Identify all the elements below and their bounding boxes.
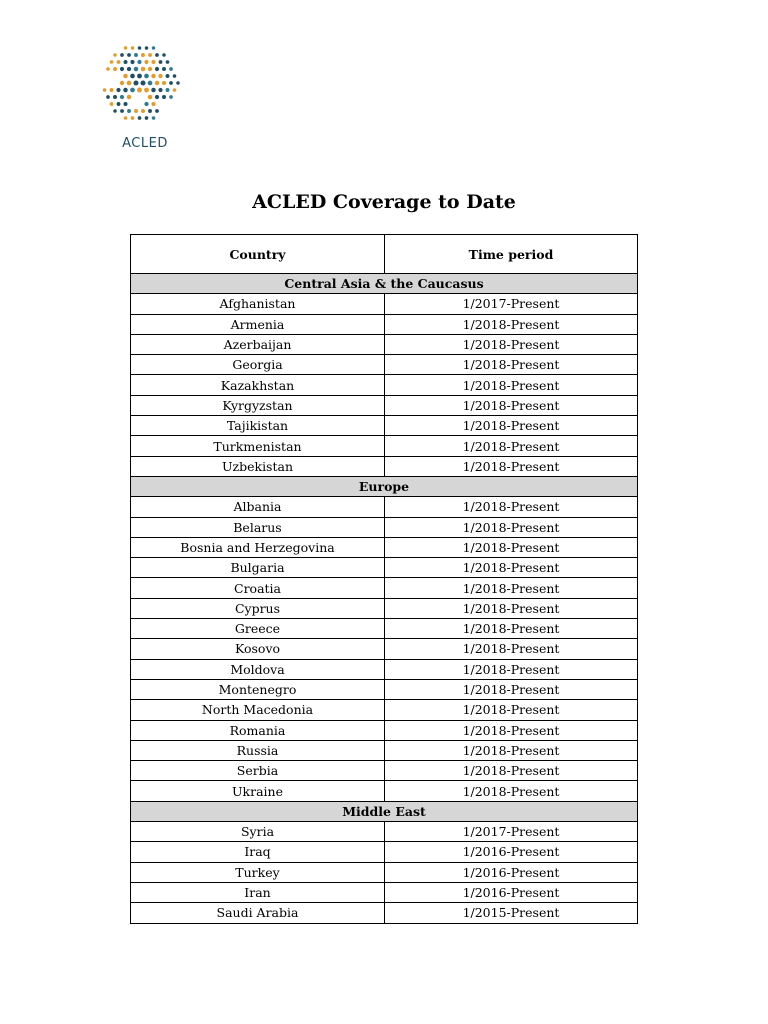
table-row: [131, 679, 638, 699]
region-row: [131, 801, 638, 821]
table-row: [131, 537, 638, 557]
table-row: [131, 740, 638, 760]
time-period-cell: 1/2018-Present: [385, 740, 638, 760]
time-period-cell: 1/2017-Present: [385, 294, 638, 314]
country-cell: Tajikistan: [131, 416, 385, 436]
time-period-cell: 1/2018-Present: [385, 375, 638, 395]
table-row: [131, 639, 638, 659]
table-row: [131, 375, 638, 395]
country-cell: Bulgaria: [131, 558, 385, 578]
table-row: [131, 334, 638, 354]
time-period-cell: 1/2018-Present: [385, 639, 638, 659]
table-row: [131, 558, 638, 578]
country-cell: Afghanistan: [131, 294, 385, 314]
time-period-cell: 1/2018-Present: [385, 456, 638, 476]
country-cell: Kosovo: [131, 639, 385, 659]
page-title: ACLED Coverage to Date: [252, 191, 516, 213]
table-row: [131, 903, 638, 923]
country-cell: Moldova: [131, 659, 385, 679]
country-cell: Iraq: [131, 842, 385, 862]
table-row: [131, 517, 638, 537]
acled-logo: [88, 44, 198, 156]
time-period-cell: 1/2018-Present: [385, 395, 638, 415]
time-period-cell: 1/2018-Present: [385, 598, 638, 618]
table-row: [131, 456, 638, 476]
header-time-period: Time period: [385, 235, 638, 274]
country-cell: Bosnia and Herzegovina: [131, 537, 385, 557]
table-row: [131, 578, 638, 598]
country-cell: North Macedonia: [131, 700, 385, 720]
time-period-cell: 1/2018-Present: [385, 537, 638, 557]
table-row: [131, 781, 638, 801]
time-period-cell: 1/2018-Present: [385, 700, 638, 720]
country-cell: Ukraine: [131, 781, 385, 801]
time-period-cell: 1/2018-Present: [385, 679, 638, 699]
time-period-cell: 1/2018-Present: [385, 619, 638, 639]
country-cell: Armenia: [131, 314, 385, 334]
region-name: Europe: [131, 476, 638, 496]
country-cell: Turkey: [131, 862, 385, 882]
time-period-cell: 1/2018-Present: [385, 314, 638, 334]
time-period-cell: 1/2018-Present: [385, 659, 638, 679]
table-row: [131, 355, 638, 375]
country-cell: Cyprus: [131, 598, 385, 618]
country-cell: Syria: [131, 822, 385, 842]
table-row: [131, 416, 638, 436]
country-cell: Albania: [131, 497, 385, 517]
coverage-table: [130, 234, 638, 924]
country-cell: Georgia: [131, 355, 385, 375]
country-cell: Romania: [131, 720, 385, 740]
table-row: [131, 314, 638, 334]
country-cell: Serbia: [131, 761, 385, 781]
region-name: Middle East: [131, 801, 638, 821]
time-period-cell: 1/2018-Present: [385, 781, 638, 801]
country-cell: Russia: [131, 740, 385, 760]
time-period-cell: 1/2018-Present: [385, 334, 638, 354]
country-cell: Iran: [131, 882, 385, 902]
table-row: [131, 720, 638, 740]
country-cell: Azerbaijan: [131, 334, 385, 354]
table-row: [131, 436, 638, 456]
header-country: Country: [131, 235, 385, 274]
country-cell: Belarus: [131, 517, 385, 537]
country-cell: Kazakhstan: [131, 375, 385, 395]
logo-wordmark: ACLED: [122, 136, 168, 151]
time-period-cell: 1/2016-Present: [385, 842, 638, 862]
country-cell: Saudi Arabia: [131, 903, 385, 923]
table-row: [131, 700, 638, 720]
region-row: [131, 274, 638, 294]
globe-dots-icon: [88, 44, 198, 136]
time-period-cell: 1/2018-Present: [385, 558, 638, 578]
table-row: [131, 619, 638, 639]
country-cell: Greece: [131, 619, 385, 639]
table-row: [131, 294, 638, 314]
time-period-cell: 1/2018-Present: [385, 355, 638, 375]
table-row: [131, 842, 638, 862]
table-row: [131, 497, 638, 517]
time-period-cell: 1/2015-Present: [385, 903, 638, 923]
region-row: [131, 476, 638, 496]
region-name: Central Asia & the Caucasus: [131, 274, 638, 294]
time-period-cell: 1/2018-Present: [385, 720, 638, 740]
table-row: [131, 822, 638, 842]
time-period-cell: 1/2016-Present: [385, 882, 638, 902]
table-row: [131, 598, 638, 618]
table-row: [131, 395, 638, 415]
country-cell: Kyrgyzstan: [131, 395, 385, 415]
country-cell: Croatia: [131, 578, 385, 598]
time-period-cell: 1/2018-Present: [385, 578, 638, 598]
country-cell: Uzbekistan: [131, 456, 385, 476]
time-period-cell: 1/2018-Present: [385, 497, 638, 517]
table-row: [131, 761, 638, 781]
time-period-cell: 1/2018-Present: [385, 416, 638, 436]
table-row: [131, 659, 638, 679]
table-header-row: [131, 235, 638, 274]
table-row: [131, 882, 638, 902]
country-cell: Turkmenistan: [131, 436, 385, 456]
time-period-cell: 1/2018-Present: [385, 761, 638, 781]
time-period-cell: 1/2016-Present: [385, 862, 638, 882]
country-cell: Montenegro: [131, 679, 385, 699]
time-period-cell: 1/2018-Present: [385, 436, 638, 456]
time-period-cell: 1/2018-Present: [385, 517, 638, 537]
time-period-cell: 1/2017-Present: [385, 822, 638, 842]
table-row: [131, 862, 638, 882]
